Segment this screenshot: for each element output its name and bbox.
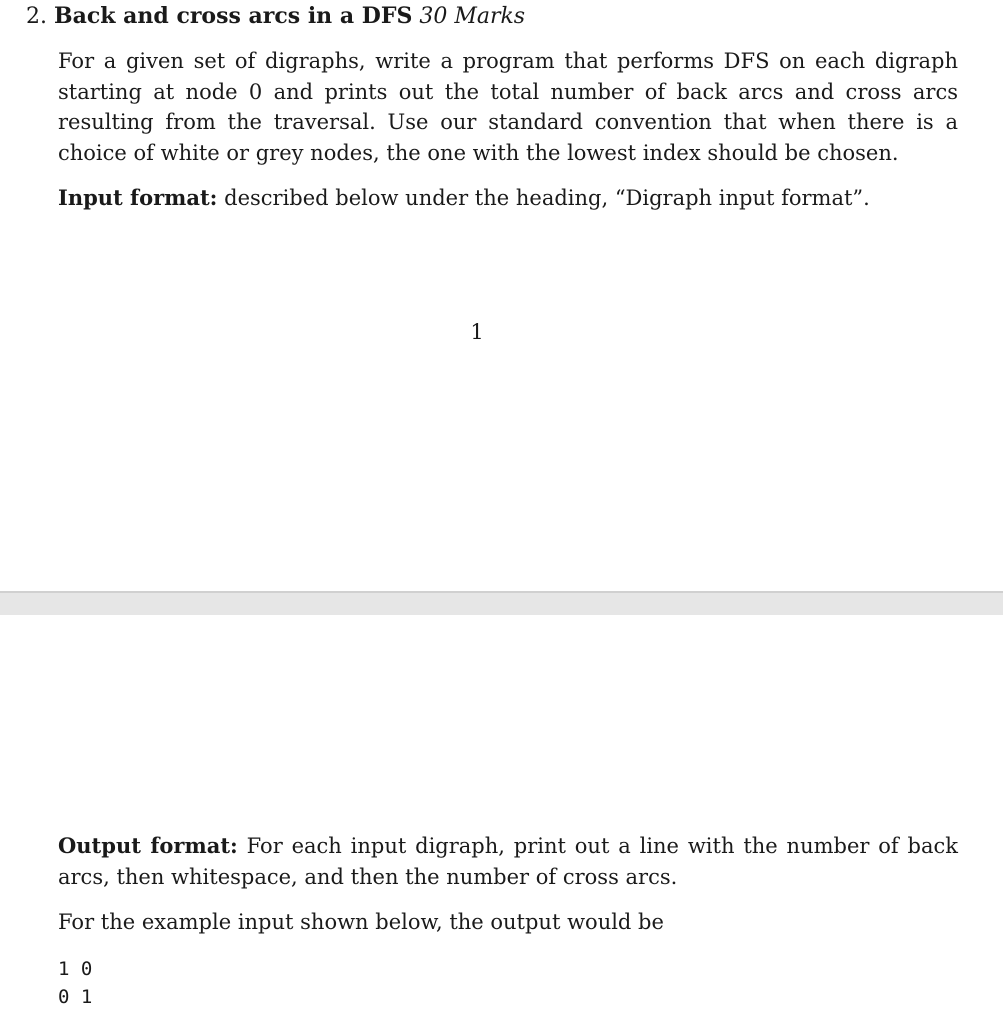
output-format-label: Output format: bbox=[58, 833, 238, 858]
input-format-label: Input format: bbox=[58, 185, 218, 210]
example-output-block bbox=[58, 955, 92, 1011]
question-title: Back and cross arcs in a DFS bbox=[54, 3, 413, 29]
page-separator bbox=[0, 591, 1003, 615]
output-format-paragraph bbox=[58, 831, 958, 892]
input-format-text: described below under the heading, “Digraph input format”. bbox=[224, 186, 870, 210]
example-output-line: 1 0 bbox=[58, 958, 93, 980]
output-format-text: For each input digraph, print out a line with the number of back arcs, then whitespace, and then the number of cross arcs. bbox=[58, 834, 958, 889]
question-marks: 30 Marks bbox=[419, 4, 526, 29]
input-format-paragraph bbox=[58, 183, 958, 214]
question-heading bbox=[26, 2, 525, 31]
document-page-2 bbox=[0, 615, 1003, 1024]
example-output-line: 0 1 bbox=[58, 986, 93, 1008]
intro-paragraph: For a given set of digraphs, write a program that performs DFS on each digraph starting at node 0 and prints out the total number of back arcs and cross arcs resulting from the traversal. Use our standard convention that when there is a choice of white or grey nodes, the one with the lowest index should be chosen. bbox=[58, 49, 958, 165]
page-number: 1 bbox=[470, 320, 484, 344]
example-intro-paragraph: For the example input shown below, the output would be bbox=[58, 910, 664, 934]
question-number: 2. bbox=[26, 4, 47, 29]
